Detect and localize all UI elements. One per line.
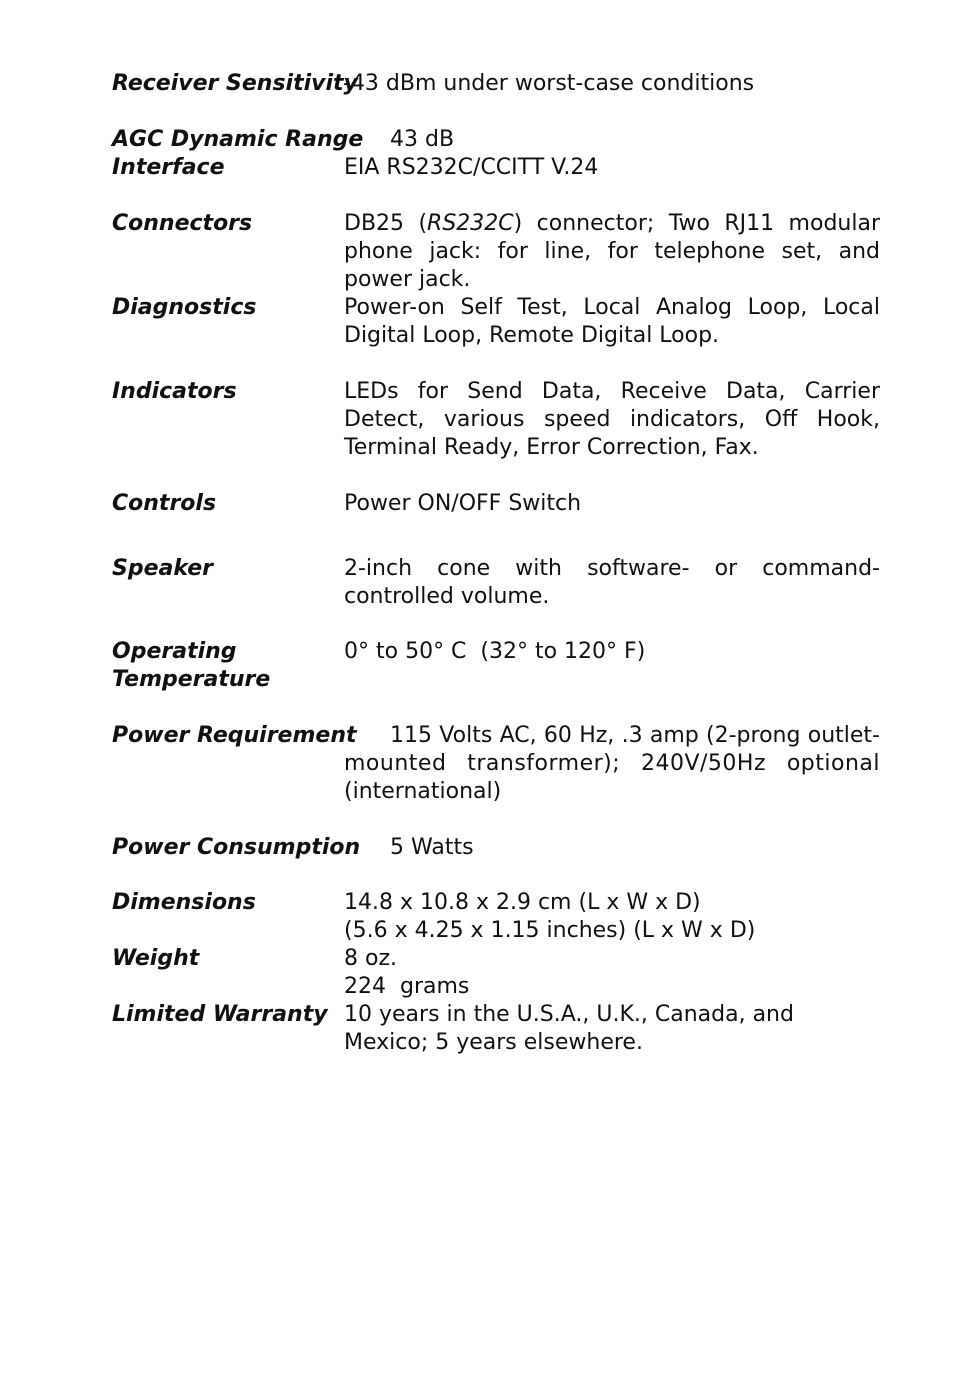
spec-label-controls: Controls — [112, 491, 217, 516]
spec-value-agc-dynamic-range: 43 dB — [390, 127, 455, 152]
power-requirement-rest — [344, 750, 880, 806]
weight-line1: 8 oz. — [344, 946, 397, 971]
spec-value-limited-warranty — [344, 1001, 880, 1057]
spec-value-operating-temperature: 0° to 50° C (32° to 120° F) — [344, 639, 646, 664]
spec-label-limited-warranty: Limited Warranty — [112, 1002, 328, 1027]
operating-label-line1: Operating — [112, 639, 237, 664]
spec-value-diagnostics: Power-on Self Test, Local Analog Loop, Local Digital Loop, Remote Digital Loop. — [344, 295, 880, 348]
dimensions-line1: 14.8 x 10.8 x 2.9 cm (L x W x D) — [344, 890, 701, 915]
spec-label-receiver-sensitivity: Receiver Sensitivity — [112, 71, 358, 96]
spec-label-indicators: Indicators — [112, 379, 237, 404]
power-requirement-line2: mounted transformer); 240V/50Hz optional — [344, 751, 880, 776]
spec-label-interface: Interface — [112, 155, 225, 180]
spec-label-connectors: Connectors — [112, 211, 253, 236]
spec-label-dimensions: Dimensions — [112, 890, 256, 915]
spec-label-power-consumption: Power Consumption — [112, 835, 361, 860]
spec-label-diagnostics: Diagnostics — [112, 295, 257, 320]
connectors-italic: RS232C — [427, 211, 514, 236]
weight-line2: 224 grams — [344, 974, 470, 999]
spec-value-receiver-sensitivity: -43 dBm under worst-case conditions — [343, 71, 755, 96]
spec-value-power-consumption: 5 Watts — [390, 835, 474, 860]
dimensions-line2: (5.6 x 4.25 x 1.15 inches) (L x W x D) — [344, 918, 756, 943]
spec-value-dimensions — [344, 889, 880, 945]
spec-label-speaker: Speaker — [112, 556, 213, 581]
spec-label-weight: Weight — [112, 946, 200, 971]
power-requirement-line1-wrap — [390, 722, 880, 750]
spec-label-operating-temperature — [112, 638, 270, 694]
power-requirement-line1: 115 Volts AC, 60 Hz, .3 amp (2-prong outlet- — [390, 723, 880, 748]
power-requirement-line3: (international) — [344, 779, 502, 804]
connectors-suffix: ) connector; Two RJ11 modular phone jack: for line, for telephone set, and power jack. — [344, 211, 880, 292]
spec-value-connectors — [344, 210, 880, 294]
connectors-prefix: DB25 ( — [344, 211, 428, 236]
operating-label-line2: Temperature — [112, 667, 271, 692]
spec-value-indicators: LEDs for Send Data, Receive Data, Carrier Detect, various speed indicators, Off Hook, Terminal Ready, Error Correction, Fax. — [344, 379, 880, 460]
spec-value-interface: EIA RS232C/CCITT V.24 — [344, 155, 599, 180]
spec-label-power-requirement: Power Requirement — [112, 723, 357, 748]
warranty-line2: Mexico; 5 years elsewhere. — [344, 1030, 643, 1055]
spec-label-agc-dynamic-range: AGC Dynamic Range — [112, 127, 364, 152]
spec-value-weight — [344, 945, 880, 1001]
spec-value-speaker: 2-inch cone with software- or command-controlled volume. — [344, 556, 880, 609]
warranty-line1: 10 years in the U.S.A., U.K., Canada, and — [344, 1002, 794, 1027]
spec-value-controls: Power ON/OFF Switch — [344, 491, 582, 516]
